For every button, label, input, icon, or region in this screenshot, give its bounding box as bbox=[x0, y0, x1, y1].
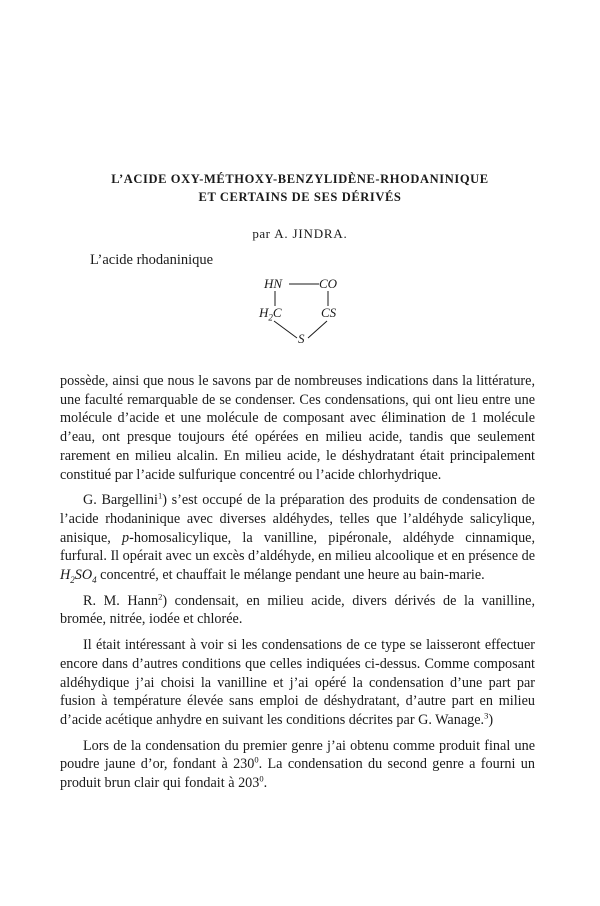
rhodanine-structure bbox=[250, 268, 370, 368]
atom-cs: CS bbox=[321, 305, 337, 320]
paragraph-2-text-c: concentré, et chauffait le mélange pendant une heure au bain-marie. bbox=[96, 567, 485, 584]
formula-sub-4: 4 bbox=[92, 574, 97, 585]
atom-h2c-subscript: 2 bbox=[268, 312, 273, 323]
footnote-ref-2: 2 bbox=[158, 591, 163, 601]
paragraph-5-text-a: Lors de la condensation du premier genre j’ai obtenu comme produit final une poudre jaune d’or, fondant à 230 bbox=[60, 737, 535, 773]
byline-prefix: par bbox=[252, 226, 271, 241]
formula-h2so4 bbox=[60, 567, 97, 583]
author-hann: R. M. Hann bbox=[83, 592, 159, 609]
paragraph-3 bbox=[60, 592, 535, 629]
article-body bbox=[60, 372, 535, 793]
atom-s: S bbox=[298, 331, 305, 346]
paragraph-2-text-a: ) s’est occupé de la préparation des produits de condensation de l’acide rhodaninique avec diverses aldéhydes, telles que l’aldéhyde salicylique, anisique, bbox=[60, 492, 535, 546]
atom-h2c-c: C bbox=[272, 305, 282, 320]
footnote-ref-3: 3 bbox=[484, 710, 489, 721]
paragraph-5-text-c: . bbox=[263, 775, 268, 792]
bond-c-s bbox=[274, 321, 297, 338]
paragraph-5 bbox=[60, 737, 535, 793]
author-bargellini: G. Bargellini bbox=[83, 492, 158, 509]
para-prefix: p bbox=[122, 529, 130, 546]
byline-author: A. JINDRA. bbox=[274, 226, 348, 241]
intro-text: L’acide rhodaninique bbox=[90, 252, 214, 268]
paragraph-2 bbox=[60, 491, 535, 585]
atom-h2c-h: H bbox=[259, 305, 269, 320]
atom-h2c bbox=[259, 306, 282, 323]
degree-mark-2: 0 bbox=[259, 773, 264, 784]
formula-sub-2: 2 bbox=[70, 574, 75, 585]
paragraph-1: possède, ainsi que nous le savons par de nombreuses indications dans la littérature, une faculté remarquable de se condenser. Ces condensations, qui ont lieu entre une molécule d’acide et une molécule de composant avec élimination de 1 molécule d’eau, ont presque toujours été opérées en milieu acide, tandis que seulement rarement en milieu alcalin. En milieu acide, le déshydratant était principalement constitué par l’acide sulfurique concentré ou l’acide chlorhydrique. bbox=[60, 373, 535, 483]
atom-hn: HN bbox=[264, 276, 283, 291]
formula-h: H bbox=[60, 567, 71, 584]
byline bbox=[0, 226, 600, 242]
paragraph-5-text-b: . La condensation du second genre a fourni un produit brun clair qui fondait à 203 bbox=[60, 756, 535, 792]
paragraph-4-text: Il était intéressant à voir si les condensations de ce type se laisseront effectuer encore dans d’autres conditions que celles indiquées ci-dessus. Comme composant aldéhydique j’ai choisi la vanilline et j’ai opéré la condensation d’une part par fusion à température élevée sans emploi de déshydratant, d’autre part en milieu d’acide acétique anhydre en suivant les conditions décrites par G. Wanage. bbox=[60, 637, 535, 728]
bond-cs-s bbox=[308, 321, 327, 338]
atom-co: CO bbox=[319, 276, 338, 291]
article-title-line2: ET CERTAINS DE SES DÉRIVÉS bbox=[198, 190, 402, 204]
article-title-line1: L’ACIDE OXY-MÉTHOXY-BENZYLIDÈNE-RHODANINIQUE bbox=[111, 172, 489, 186]
paragraph-4-close: ) bbox=[488, 711, 494, 728]
degree-mark-1: 0 bbox=[254, 754, 259, 765]
footnote-ref-1: 1 bbox=[157, 490, 163, 501]
formula-so: SO bbox=[74, 567, 93, 584]
paragraph-4 bbox=[60, 636, 535, 730]
paragraph-2-text-b: -homosalicylique, la vanilline, pipéronale, aldéhyde cinnamique, furfural. Il opérait avec un excès d’aldéhyde, en milieu alcoolique et en présence de bbox=[60, 529, 536, 565]
paragraph-3-text: ) condensait, en milieu acide, divers dérivés de la vanilline, bromée, nitrée, iodée et chlorée. bbox=[60, 592, 535, 628]
